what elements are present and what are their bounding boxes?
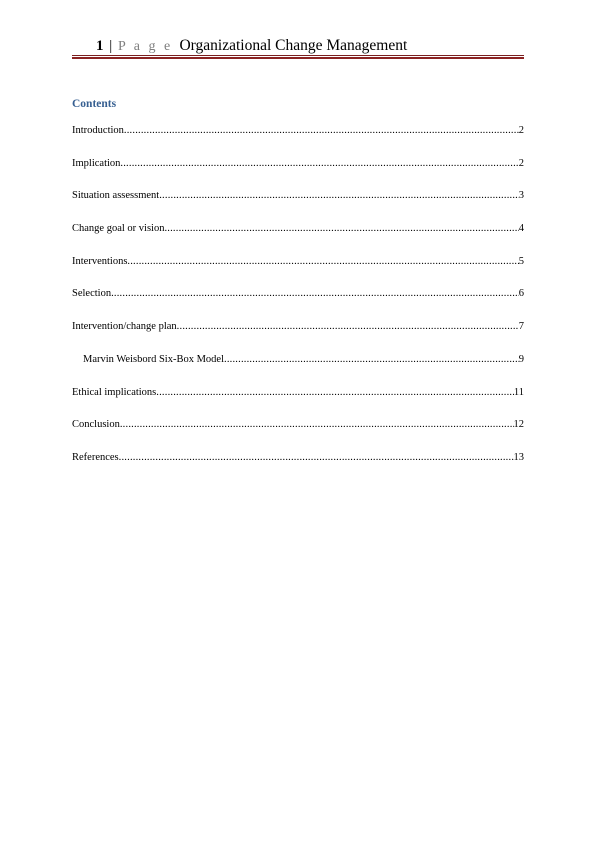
toc-dot-leader [127,255,518,269]
toc-entry-change-goal[interactable] [72,222,524,255]
document-title: Organizational Change Management [179,37,408,54]
toc-entry-label: Introduction [72,125,124,136]
toc-entry-label: References [72,451,119,463]
toc-entry-label: Selection [72,288,112,300]
toc-entry-introduction[interactable] [72,124,524,157]
toc-entry-label: Implication [72,157,121,169]
page-word: P a g e [118,39,173,54]
toc-entry-label: Conclusion [72,419,120,431]
toc-dot-leader [224,353,519,367]
toc-dot-leader [111,287,519,301]
toc-entry-label: Intervention/change plan [72,321,177,333]
toc-entry-references[interactable] [72,451,524,484]
toc-entry-page: 3 [518,190,524,202]
toc-entry-page: 9 [518,353,524,365]
toc-dot-leader [164,222,518,236]
page-number: 1 [96,38,104,54]
toc-entry-page: 6 [518,288,524,300]
toc-dot-leader [119,451,514,465]
toc-entry-page: 5 [518,255,524,267]
toc-entry-label: Ethical implications [72,386,157,398]
toc-entry-label: Situation assessment [72,190,160,202]
toc-entry-selection[interactable] [72,287,524,320]
contents-heading: Contents [72,98,117,110]
header-rule-thick [72,57,524,59]
table-of-contents [72,124,524,484]
toc-entry-ethical-implications[interactable] [72,386,524,419]
toc-entry-conclusion[interactable] [72,418,524,451]
toc-entry-page: 12 [513,419,524,431]
toc-entry-change-plan[interactable] [72,320,524,353]
toc-entry-page: 2 [518,157,524,169]
toc-entry-label: Change goal or vision [72,223,165,235]
toc-dot-leader [156,386,514,400]
header-rule-thin [72,55,524,56]
toc-entry-page: 11 [513,386,524,398]
toc-entry-page: 4 [518,223,524,235]
toc-entry-page: 13 [513,451,524,463]
toc-entry-situation-assessment[interactable] [72,189,524,222]
toc-entry-six-box-model[interactable] [72,353,524,386]
toc-entry-label: Interventions [72,255,128,267]
toc-entry-page: 7 [518,321,524,333]
toc-entry-label: Marvin Weisbord Six-Box Model [83,353,224,365]
toc-dot-leader [120,157,518,171]
page-header [96,36,407,57]
toc-dot-leader [159,189,519,203]
toc-entry-page: 2 [518,125,524,136]
toc-dot-leader [177,320,519,334]
toc-dot-leader [120,418,514,432]
toc-dot-leader [124,124,519,138]
toc-entry-implication[interactable] [72,157,524,190]
toc-entry-interventions[interactable] [72,255,524,288]
header-separator: | [109,38,113,54]
